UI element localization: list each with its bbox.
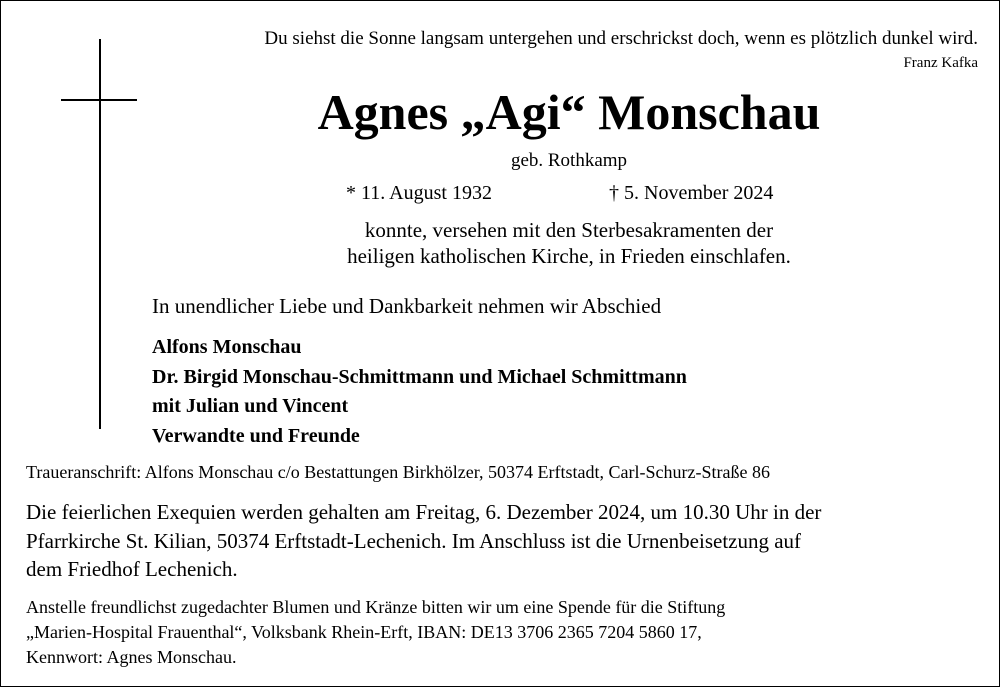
donation-info <box>26 595 725 670</box>
donation-line: „Marien-Hospital Frauenthal“, Volksbank Rhein-Erft, IBAN: DE13 3706 2365 7204 5860 17, <box>26 622 702 642</box>
mourner: mit Julian und Vincent <box>152 395 349 417</box>
quote-text: Du siehst die Sonne langsam untergehen und erschrickst doch, wenn es plötzlich dunkel wird. <box>264 28 978 49</box>
service-line: dem Friedhof Lechenich. <box>26 557 238 581</box>
death-date: † 5. November 2024 <box>609 182 774 204</box>
passing-text-line: heiligen katholischen Kirche, in Frieden einschlafen. <box>347 244 791 268</box>
service-line: Die feierlichen Exequien werden gehalten am Freitag, 6. Dezember 2024, um 10.30 Uhr in der <box>26 500 822 524</box>
donation-line: Kennwort: Agnes Monschau. <box>26 647 237 667</box>
mourning-address: Traueranschrift: Alfons Monschau c/o Bestattungen Birkhölzer, 50374 Erftstadt, Carl-Schurz-Straße 86 <box>26 462 770 482</box>
mourner: Verwandte und Freunde <box>152 424 360 447</box>
mourner: Dr. Birgid Monschau-Schmittmann und Michael Schmittmann <box>152 365 687 388</box>
farewell-text: In unendlicher Liebe und Dankbarkeit nehmen wir Abschied <box>152 294 662 318</box>
deceased-name: Agnes „Agi“ Monschau <box>317 84 821 140</box>
birth-date: * 11. August 1932 <box>346 182 492 204</box>
maiden-name: geb. Rothkamp <box>510 150 628 171</box>
mourner: Alfons Monschau <box>152 336 302 358</box>
donation-line: Anstelle freundlichst zugedachter Blumen und Kränze bitten wir um eine Spende für die Stiftung <box>26 597 726 617</box>
service-info <box>26 498 821 584</box>
passing-text <box>1 217 1000 269</box>
mourners-list <box>152 333 687 451</box>
quote-author: Franz Kafka <box>903 55 978 71</box>
service-line: Pfarrkirche St. Kilian, 50374 Erftstadt-Lechenich. Im Anschluss ist die Urnenbeisetzung auf <box>26 528 802 553</box>
passing-text-line: konnte, versehen mit den Sterbesakramenten der <box>364 218 774 242</box>
